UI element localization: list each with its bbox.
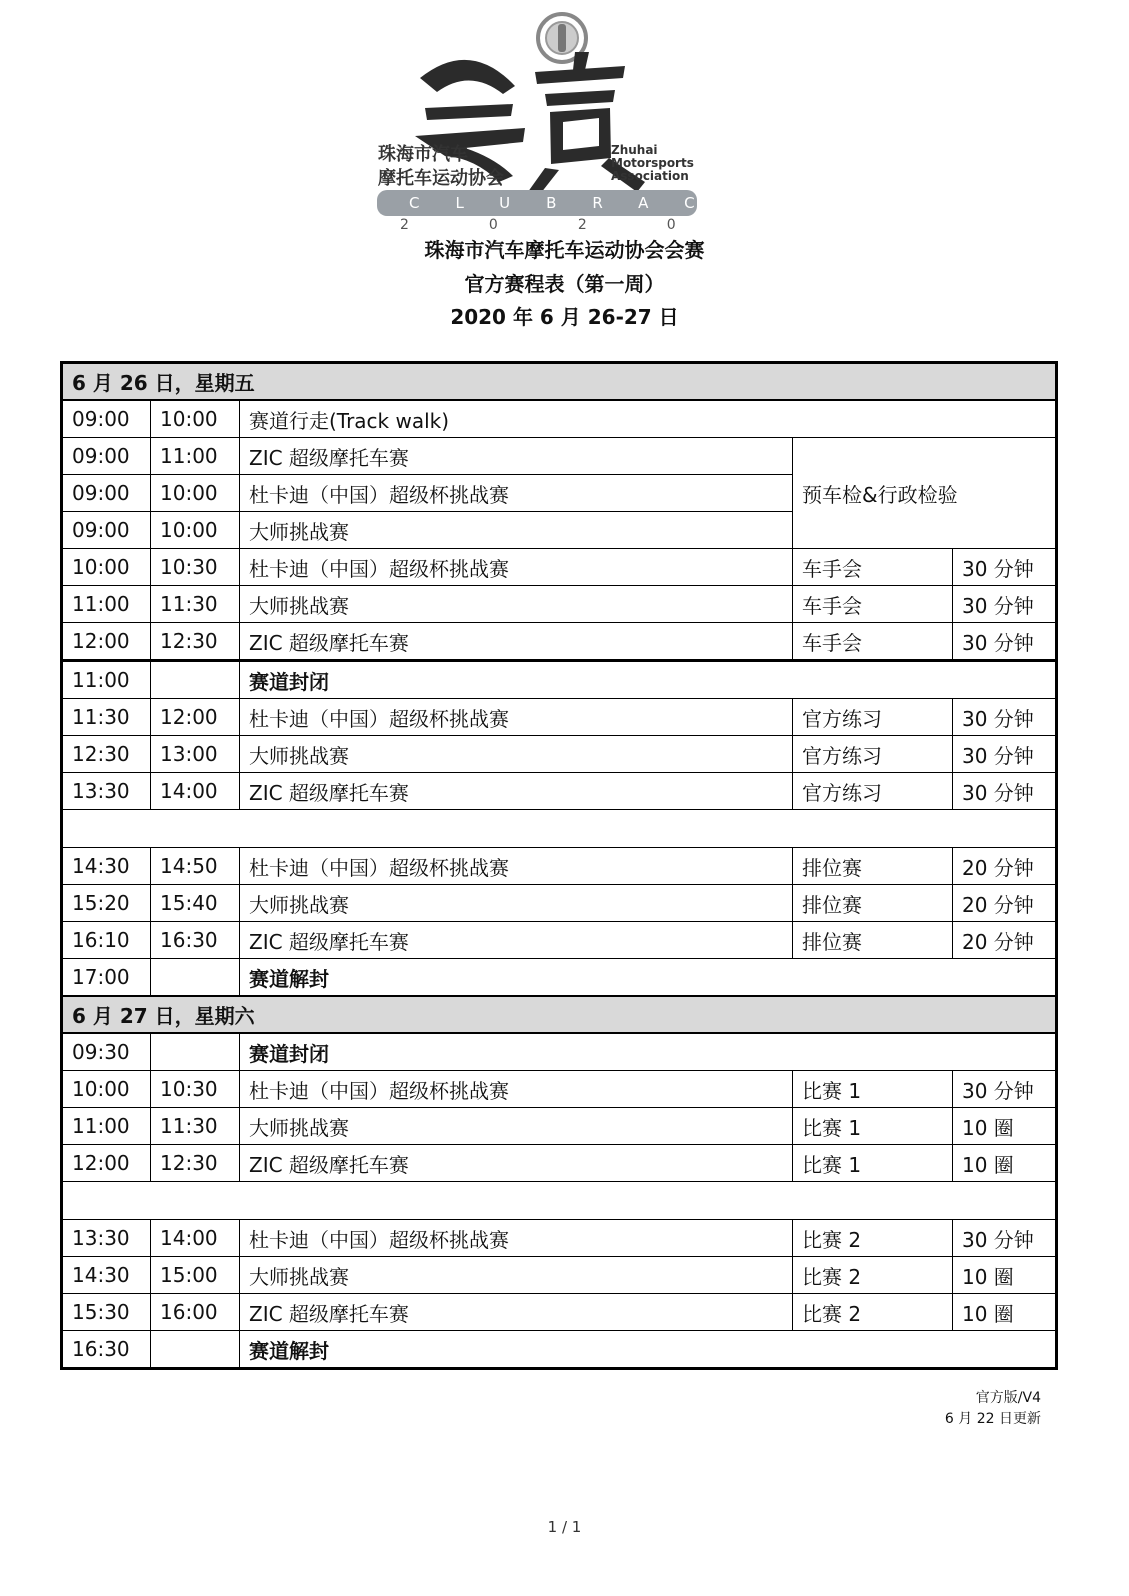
table-row [62,699,1057,736]
table-row [62,1220,1057,1257]
table-row [62,848,1057,885]
start-time: 11:00 [62,586,151,623]
duration: 10 圈 [953,1145,1057,1182]
event-name: 大师挑战赛 [240,1257,793,1294]
start-time: 13:30 [62,1220,151,1257]
event-name: 大师挑战赛 [240,736,793,773]
duration: 20 分钟 [953,885,1057,922]
event-name: 杜卡迪（中国）超级杯挑战赛 [240,475,793,512]
end-time: 16:00 [151,1294,240,1331]
duration: 30 分钟 [953,773,1057,810]
end-time: 13:00 [151,736,240,773]
start-time: 16:10 [62,922,151,959]
start-time: 09:00 [62,400,151,438]
event-name: 杜卡迪（中国）超级杯挑战赛 [240,699,793,736]
start-time: 15:30 [62,1294,151,1331]
session-type: 官方练习 [793,699,953,736]
start-time: 10:00 [62,1071,151,1108]
session-type: 比赛 1 [793,1145,953,1182]
end-time: 15:40 [151,885,240,922]
track-status: 赛道封闭 [240,1033,1057,1071]
track-status: 赛道解封 [240,1331,1057,1369]
start-time: 14:30 [62,848,151,885]
table-row [62,885,1057,922]
duration: 10 圈 [953,1257,1057,1294]
table-row [62,549,1057,586]
association-name-en-line1: Zhuhai [611,143,658,157]
start-time: 11:30 [62,699,151,736]
duration: 30 分钟 [953,736,1057,773]
start-time: 13:30 [62,773,151,810]
duration: 30 分钟 [953,549,1057,586]
event-name: 大师挑战赛 [240,586,793,623]
association-name-en-line2: Motorsports [611,156,694,170]
end-time: 12:00 [151,699,240,736]
session-type: 官方练习 [793,736,953,773]
end-time: 10:30 [151,549,240,586]
start-time: 15:20 [62,885,151,922]
event-name: 大师挑战赛 [240,512,793,549]
document-subtitle: 官方赛程表（第一周） [464,272,665,296]
spacer-row [62,810,1057,848]
event-name: 杜卡迪（中国）超级杯挑战赛 [240,848,793,885]
session-type: 车手会 [793,586,953,623]
session-type: 比赛 2 [793,1257,953,1294]
end-time: 11:30 [151,1108,240,1145]
schedule-table [60,361,1058,1370]
table-row [62,400,1057,438]
start-time: 09:00 [62,512,151,549]
table-row [62,1257,1057,1294]
track-status: 赛道封闭 [240,661,1057,699]
end-time: 12:30 [151,1145,240,1182]
association-name-cn-line1: 珠海市汽车 [378,144,468,165]
end-time [151,661,240,699]
start-time: 12:00 [62,1145,151,1182]
session-type: 比赛 1 [793,1071,953,1108]
club-race-banner: CLUBRACE [377,190,697,216]
track-status: 赛道解封 [240,959,1057,997]
table-row [62,661,1057,699]
start-time: 12:00 [62,623,151,661]
day-label: 6 月 26 日，星期五 [62,363,1057,401]
blank-cell [62,810,1057,848]
start-time: 09:00 [62,438,151,475]
start-time: 16:30 [62,1331,151,1369]
day-header-row [62,363,1057,401]
version-note [945,1388,1041,1430]
end-time [151,1331,240,1369]
table-row [62,922,1057,959]
association-name-en-line3: Association [611,169,689,183]
start-time: 11:00 [62,661,151,699]
event-name: ZIC 超级摩托车赛 [240,773,793,810]
duration: 30 分钟 [953,1071,1057,1108]
document-date-range: 2020 年 6 月 26-27 日 [450,305,679,329]
day-label: 6 月 27 日，星期六 [62,996,1057,1033]
start-time: 09:30 [62,1033,151,1071]
association-name-cn-line2: 摩托车运动协会 [378,168,504,189]
end-time [151,959,240,997]
end-time: 16:30 [151,922,240,959]
session-type: 比赛 2 [793,1294,953,1331]
session-type: 预车检&行政检验 [793,438,1057,549]
start-time: 14:30 [62,1257,151,1294]
event-name: ZIC 超级摩托车赛 [240,1294,793,1331]
end-time [151,1033,240,1071]
session-type: 排位赛 [793,848,953,885]
event-name: 杜卡迪（中国）超级杯挑战赛 [240,549,793,586]
table-row [62,736,1057,773]
end-time: 10:00 [151,475,240,512]
end-time: 15:00 [151,1257,240,1294]
end-time: 10:00 [151,400,240,438]
session-type: 排位赛 [793,885,953,922]
table-row [62,1071,1057,1108]
start-time: 12:30 [62,736,151,773]
end-time: 11:30 [151,586,240,623]
table-row [62,1331,1057,1369]
end-time: 10:00 [151,512,240,549]
event-name: 杜卡迪（中国）超级杯挑战赛 [240,1071,793,1108]
end-time: 10:30 [151,1071,240,1108]
end-time: 14:00 [151,773,240,810]
duration: 10 圈 [953,1108,1057,1145]
day-header-row [62,996,1057,1033]
session-type: 官方练习 [793,773,953,810]
table-row [62,773,1057,810]
event-name: 杜卡迪（中国）超级杯挑战赛 [240,1220,793,1257]
start-time: 10:00 [62,549,151,586]
duration: 30 分钟 [953,586,1057,623]
start-time: 09:00 [62,475,151,512]
end-time: 12:30 [151,623,240,661]
document-title: 珠海市汽车摩托车运动协会会赛 [424,238,705,262]
version-label: 官方版/V4 [975,1390,1041,1406]
table-row [62,586,1057,623]
event-name: ZIC 超级摩托车赛 [240,623,793,661]
session-type: 排位赛 [793,922,953,959]
page-number: 1 / 1 [547,1518,582,1536]
duration: 30 分钟 [953,623,1057,661]
club-race-logo [375,8,777,236]
updated-date: 6 月 22 日更新 [944,1411,1041,1427]
duration: 10 圈 [953,1294,1057,1331]
end-time: 14:50 [151,848,240,885]
blank-cell [62,1182,1057,1220]
session-type: 车手会 [793,623,953,661]
table-row [62,1145,1057,1182]
duration: 30 分钟 [953,699,1057,736]
event-name: 大师挑战赛 [240,885,793,922]
table-row [62,1294,1057,1331]
event-name: ZIC 超级摩托车赛 [240,1145,793,1182]
event-name: 赛道行走(Track walk) [240,400,1057,438]
table-row [62,1033,1057,1071]
logo-year: 2020 [400,217,756,233]
table-row [62,438,1057,475]
start-time: 11:00 [62,1108,151,1145]
spacer-row [62,1182,1057,1220]
session-type: 车手会 [793,549,953,586]
event-name: 大师挑战赛 [240,1108,793,1145]
start-time: 17:00 [62,959,151,997]
session-type: 比赛 1 [793,1108,953,1145]
event-name: ZIC 超级摩托车赛 [240,438,793,475]
duration: 20 分钟 [953,848,1057,885]
duration: 30 分钟 [953,1220,1057,1257]
table-row [62,1108,1057,1145]
end-time: 14:00 [151,1220,240,1257]
event-name: ZIC 超级摩托车赛 [240,922,793,959]
session-type: 比赛 2 [793,1220,953,1257]
table-row [62,959,1057,997]
end-time: 11:00 [151,438,240,475]
duration: 20 分钟 [953,922,1057,959]
table-row [62,623,1057,661]
